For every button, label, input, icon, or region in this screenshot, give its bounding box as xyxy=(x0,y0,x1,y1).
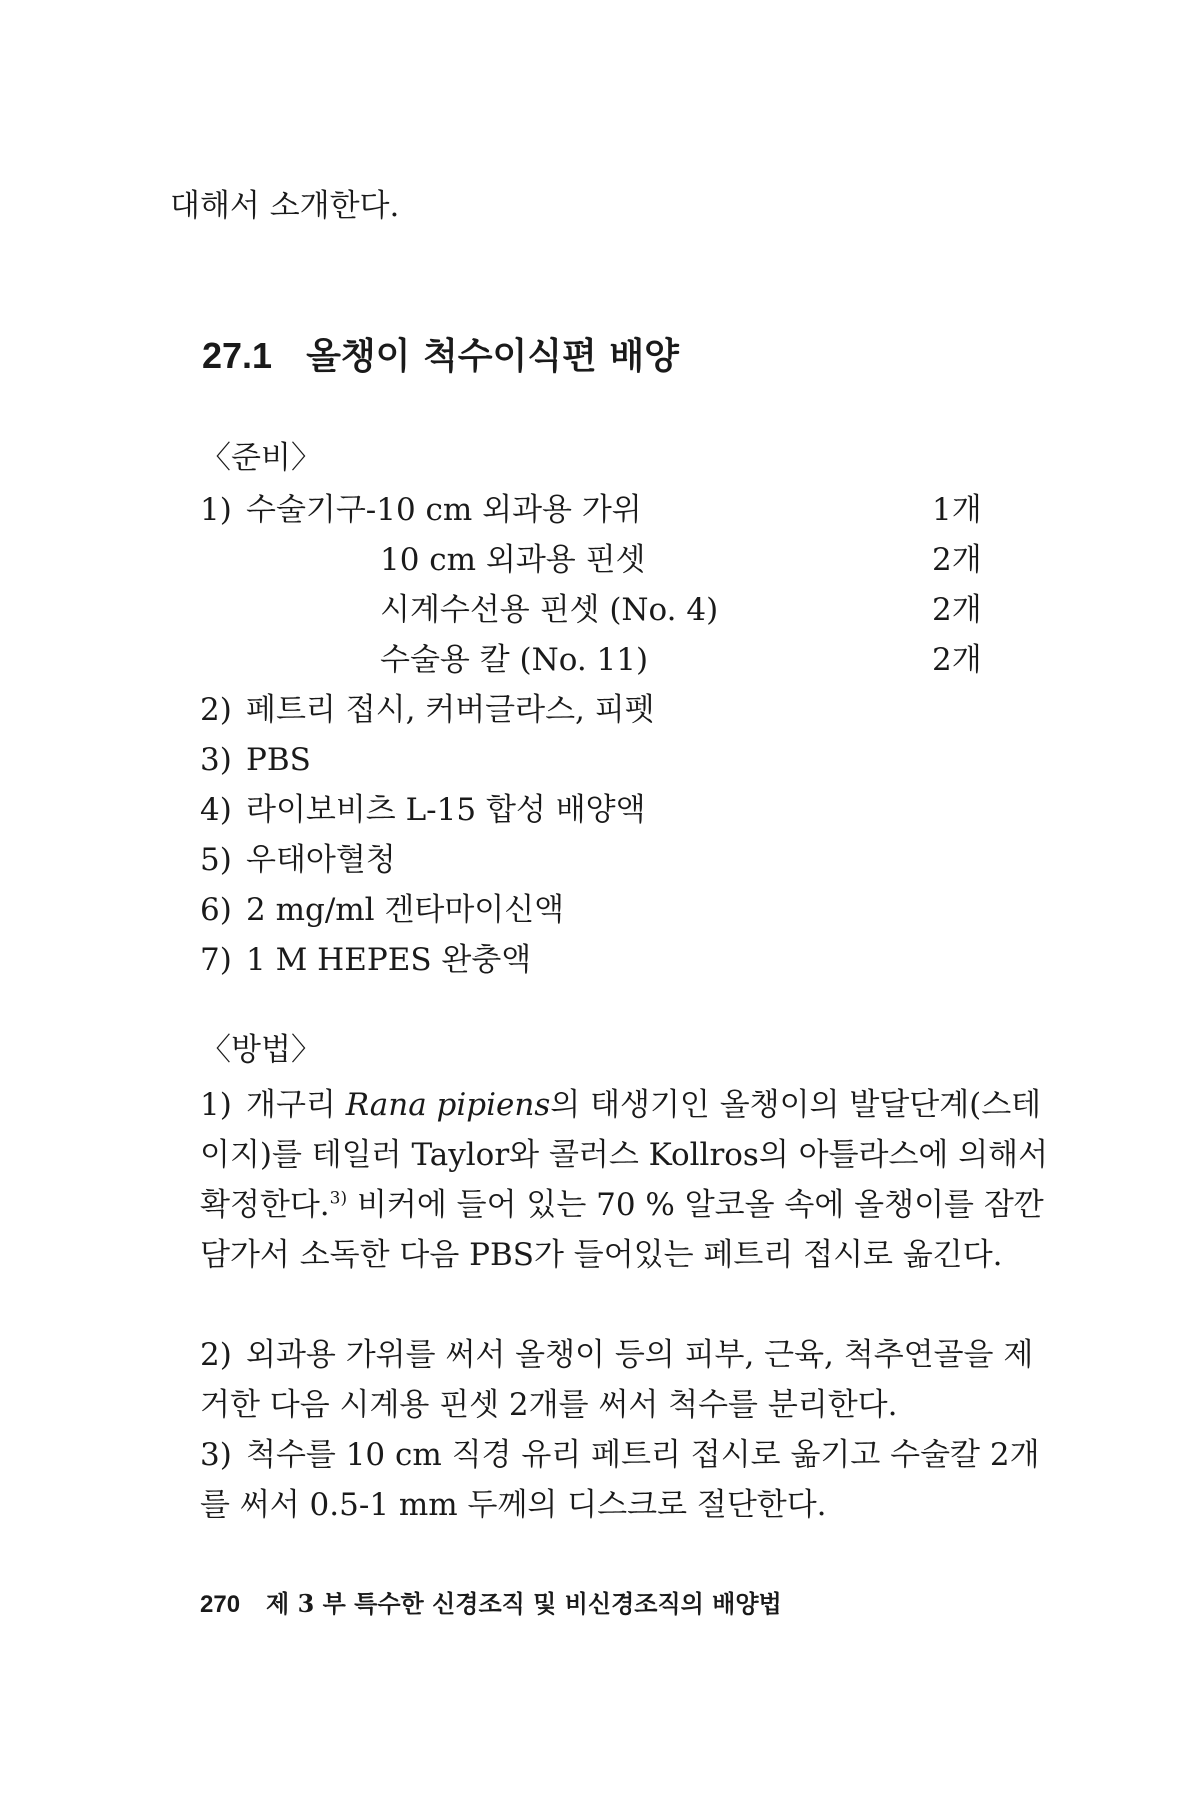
item-quantity: 1개 xyxy=(932,492,982,528)
list-item xyxy=(200,792,646,829)
list-item xyxy=(200,892,564,929)
intro-text: 대해서 소개한다. xyxy=(170,188,400,224)
reference-marker: 3) xyxy=(329,1188,348,1209)
step-text: 외과용 가위를 써서 올챙이 등의 피부, 근육, 척추연골을 제거한 다음 시계용 핀셋 2개를 써서 척수를 분리한다. xyxy=(200,1337,1034,1423)
item-text: 시계수선용 핀셋 (No. 4) xyxy=(380,592,719,628)
item-quantity: 2개 xyxy=(932,642,982,678)
item-number: 3) xyxy=(200,742,232,778)
item-text: 수술용 칼 (No. 11) xyxy=(380,642,649,678)
section-heading xyxy=(202,334,679,378)
species-name: Rana pipiens xyxy=(345,1087,551,1123)
item-text: 1 M HEPES 완충액 xyxy=(246,942,532,978)
item-number: 2) xyxy=(200,692,232,728)
page-number: 270 xyxy=(200,1591,241,1618)
item-text: 2 mg/ml 겐타마이신액 xyxy=(246,892,565,928)
step-text-pre: 개구리 xyxy=(246,1087,346,1123)
method-heading: 〈방법〉 xyxy=(200,1032,322,1068)
step-text-post: 의 태생기인 올챙이의 발달단계(스테이지)를 테일러 Taylor와 콜러스 Kollros의 아틀라스에 의해서 확정한다. xyxy=(200,1087,1049,1223)
item-number: 6) xyxy=(200,892,232,928)
list-item xyxy=(200,742,311,779)
step-number: 2) xyxy=(200,1337,232,1373)
page-footer xyxy=(200,1584,782,1619)
item-text: 10 cm 외과용 핀셋 xyxy=(380,542,646,578)
step-text: 척수를 10 cm 직경 유리 페트리 접시로 옮기고 수술칼 2개를 써서 0.5-1 mm 두께의 디스크로 절단한다. xyxy=(200,1437,1040,1523)
item-text: 라이보비츠 L-15 합성 배양액 xyxy=(246,792,646,828)
preparation-heading: 〈준비〉 xyxy=(200,440,322,476)
item-text: 수술기구-10 cm 외과용 가위 xyxy=(246,492,642,528)
method-step xyxy=(200,1430,1060,1530)
list-item xyxy=(380,592,718,629)
item-number: 5) xyxy=(200,842,232,878)
list-item xyxy=(200,842,396,879)
list-item xyxy=(200,942,531,979)
section-number: 27.1 xyxy=(202,335,273,376)
method-step xyxy=(200,1080,1060,1280)
step-text-tail: 비커에 들어 있는 70 % 알코올 속에 올챙이를 잠깐 담가서 소독한 다음 PBS가 들어있는 페트리 접시로 옮긴다. xyxy=(200,1187,1044,1273)
method-step xyxy=(200,1330,1060,1430)
item-number: 7) xyxy=(200,942,232,978)
item-quantity: 2개 xyxy=(932,592,982,628)
item-number: 1) xyxy=(200,492,232,528)
list-item xyxy=(380,642,648,679)
item-number: 4) xyxy=(200,792,232,828)
item-text: 페트리 접시, 커버글라스, 피펫 xyxy=(246,692,655,728)
step-number: 1) xyxy=(200,1087,232,1123)
section-title: 올챙이 척수이식편 배양 xyxy=(306,335,679,377)
step-number: 3) xyxy=(200,1437,232,1473)
item-text: 우태아혈청 xyxy=(246,842,396,878)
item-text: PBS xyxy=(246,742,311,778)
list-item xyxy=(200,692,655,729)
chapter-title: 제 3 부 특수한 신경조직 및 비신경조직의 배양법 xyxy=(266,1589,782,1618)
list-item xyxy=(200,492,642,529)
list-item xyxy=(380,542,646,579)
item-quantity: 2개 xyxy=(932,542,982,578)
